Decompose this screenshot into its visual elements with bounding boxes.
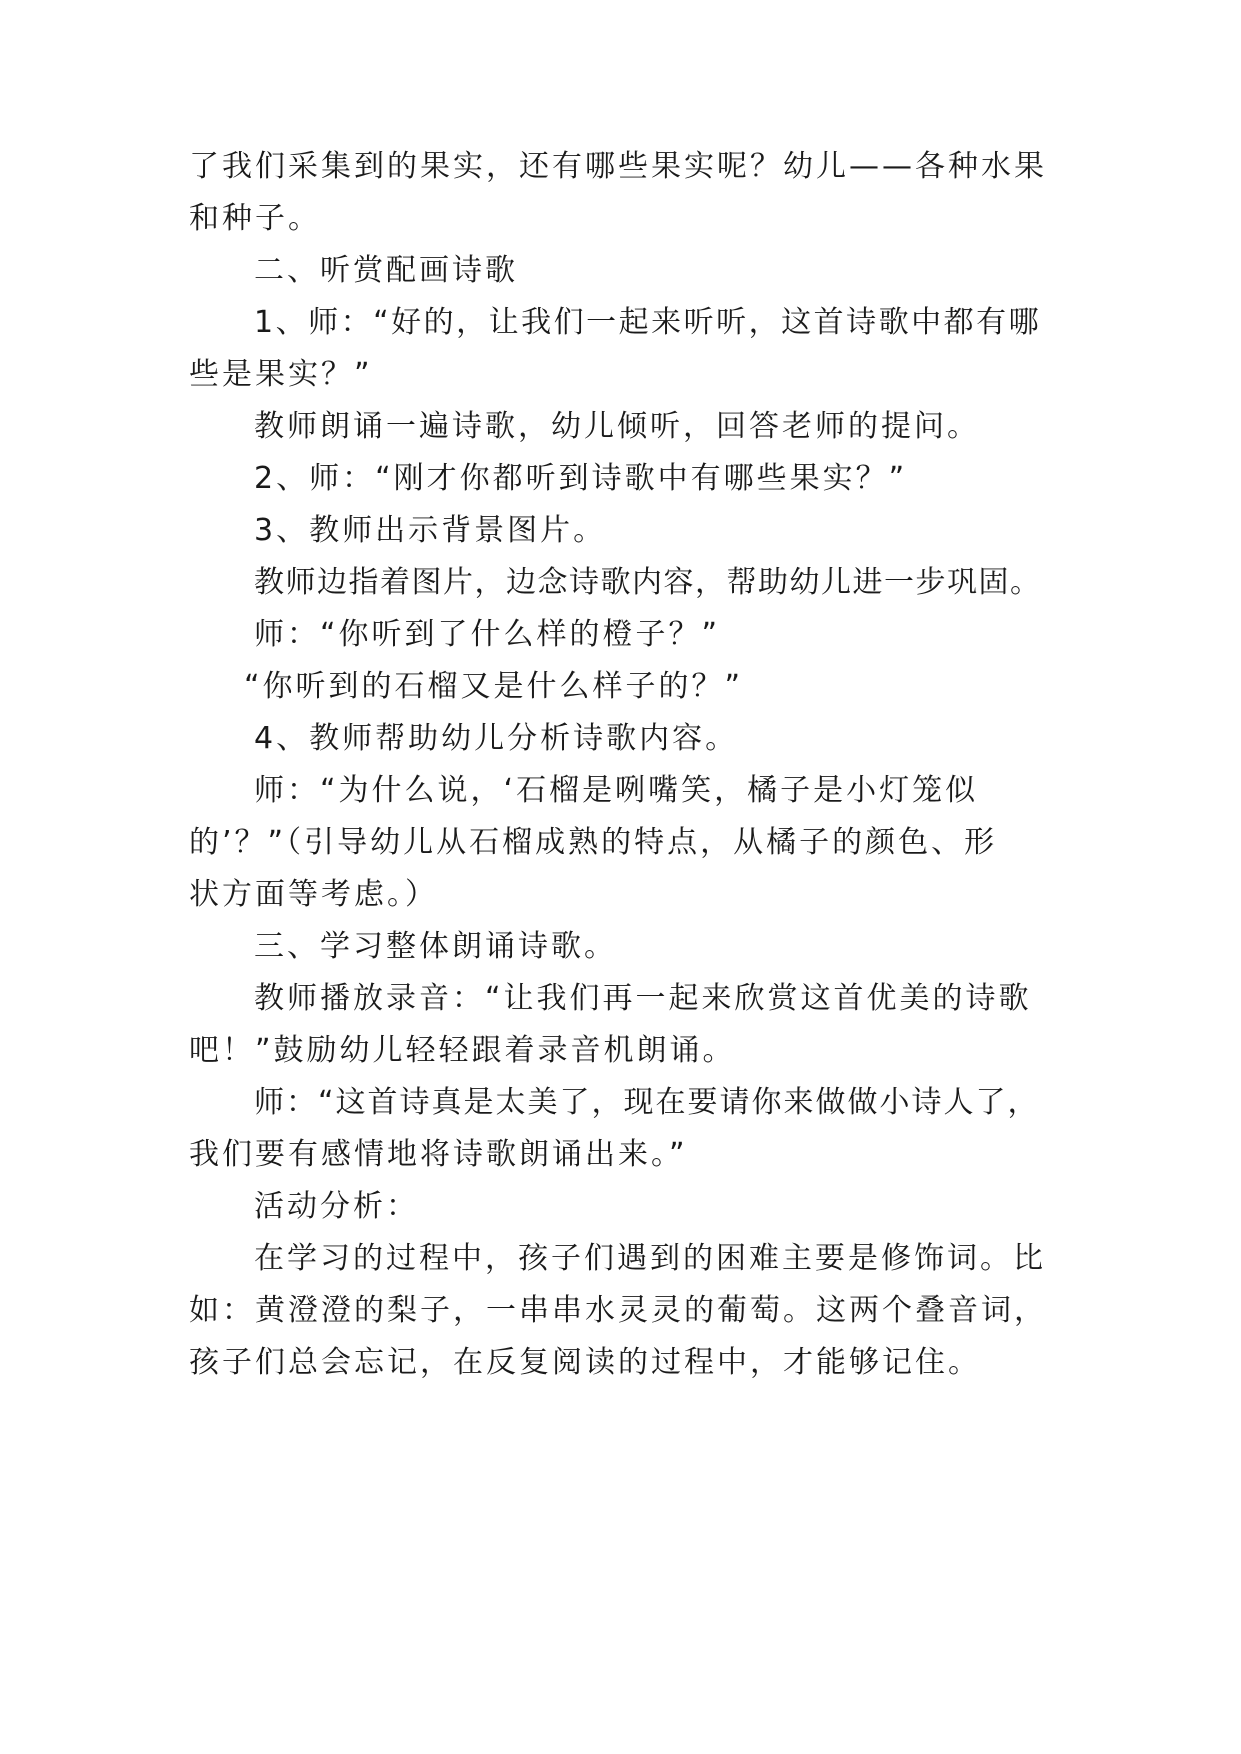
text-line: 4、教师帮助幼儿分析诗歌内容。 (254, 721, 739, 756)
text-line: “你听到的石榴又是什么样子的？” (244, 669, 744, 704)
text-line: 状方面等考虑。） (189, 877, 438, 912)
text-line: 的’？”（引导幼儿从石榴成熟的特点，从橘子的颜色、形 (189, 825, 998, 860)
text-line: 如：黄澄澄的梨子，一串串水灵灵的葡萄。这两个叠音词， (189, 1293, 1047, 1328)
text-line: 我们要有感情地将诗歌朗诵出来。” (189, 1137, 688, 1172)
text-line: 师：“你听到了什么样的橙子？” (254, 617, 721, 652)
text-line: 了我们采集到的果实，还有哪些果实呢？幼儿——各种水果 (189, 149, 1047, 184)
text-line: 教师朗诵一遍诗歌，幼儿倾听，回答老师的提问。 (254, 409, 980, 444)
text-line: 教师边指着图片，边念诗歌内容，帮助幼儿进一步巩固。 (254, 565, 1042, 600)
section-heading: 三、学习整体朗诵诗歌。 (254, 929, 617, 964)
text-line: 师：“为什么说，‘石榴是咧嘴笑，橘子是小灯笼似 (254, 773, 979, 808)
text-line: 在学习的过程中，孩子们遇到的困难主要是修饰词。比 (254, 1241, 1046, 1276)
text-line: 吧！”鼓励幼儿轻轻跟着录音机朗诵。 (189, 1033, 736, 1068)
text-line: 师：“这首诗真是太美了，现在要请你来做做小诗人了， (254, 1085, 1040, 1120)
text-line: 孩子们总会忘记，在反复阅读的过程中，才能够记住。 (189, 1345, 981, 1380)
section-heading: 活动分析： (254, 1189, 419, 1224)
text-line: 教师播放录音：“让我们再一起来欣赏这首优美的诗歌 (254, 981, 1032, 1016)
text-line: 和种子。 (189, 201, 321, 236)
text-line: 2、师：“刚才你都听到诗歌中有哪些果实？” (254, 461, 908, 496)
text-line: 些是果实？” (189, 357, 373, 392)
section-heading: 二、听赏配画诗歌 (254, 253, 518, 288)
text-line: 3、教师出示背景图片。 (254, 513, 607, 548)
text-line: 1、师：“好的，让我们一起来听听，这首诗歌中都有哪 (254, 305, 1042, 340)
